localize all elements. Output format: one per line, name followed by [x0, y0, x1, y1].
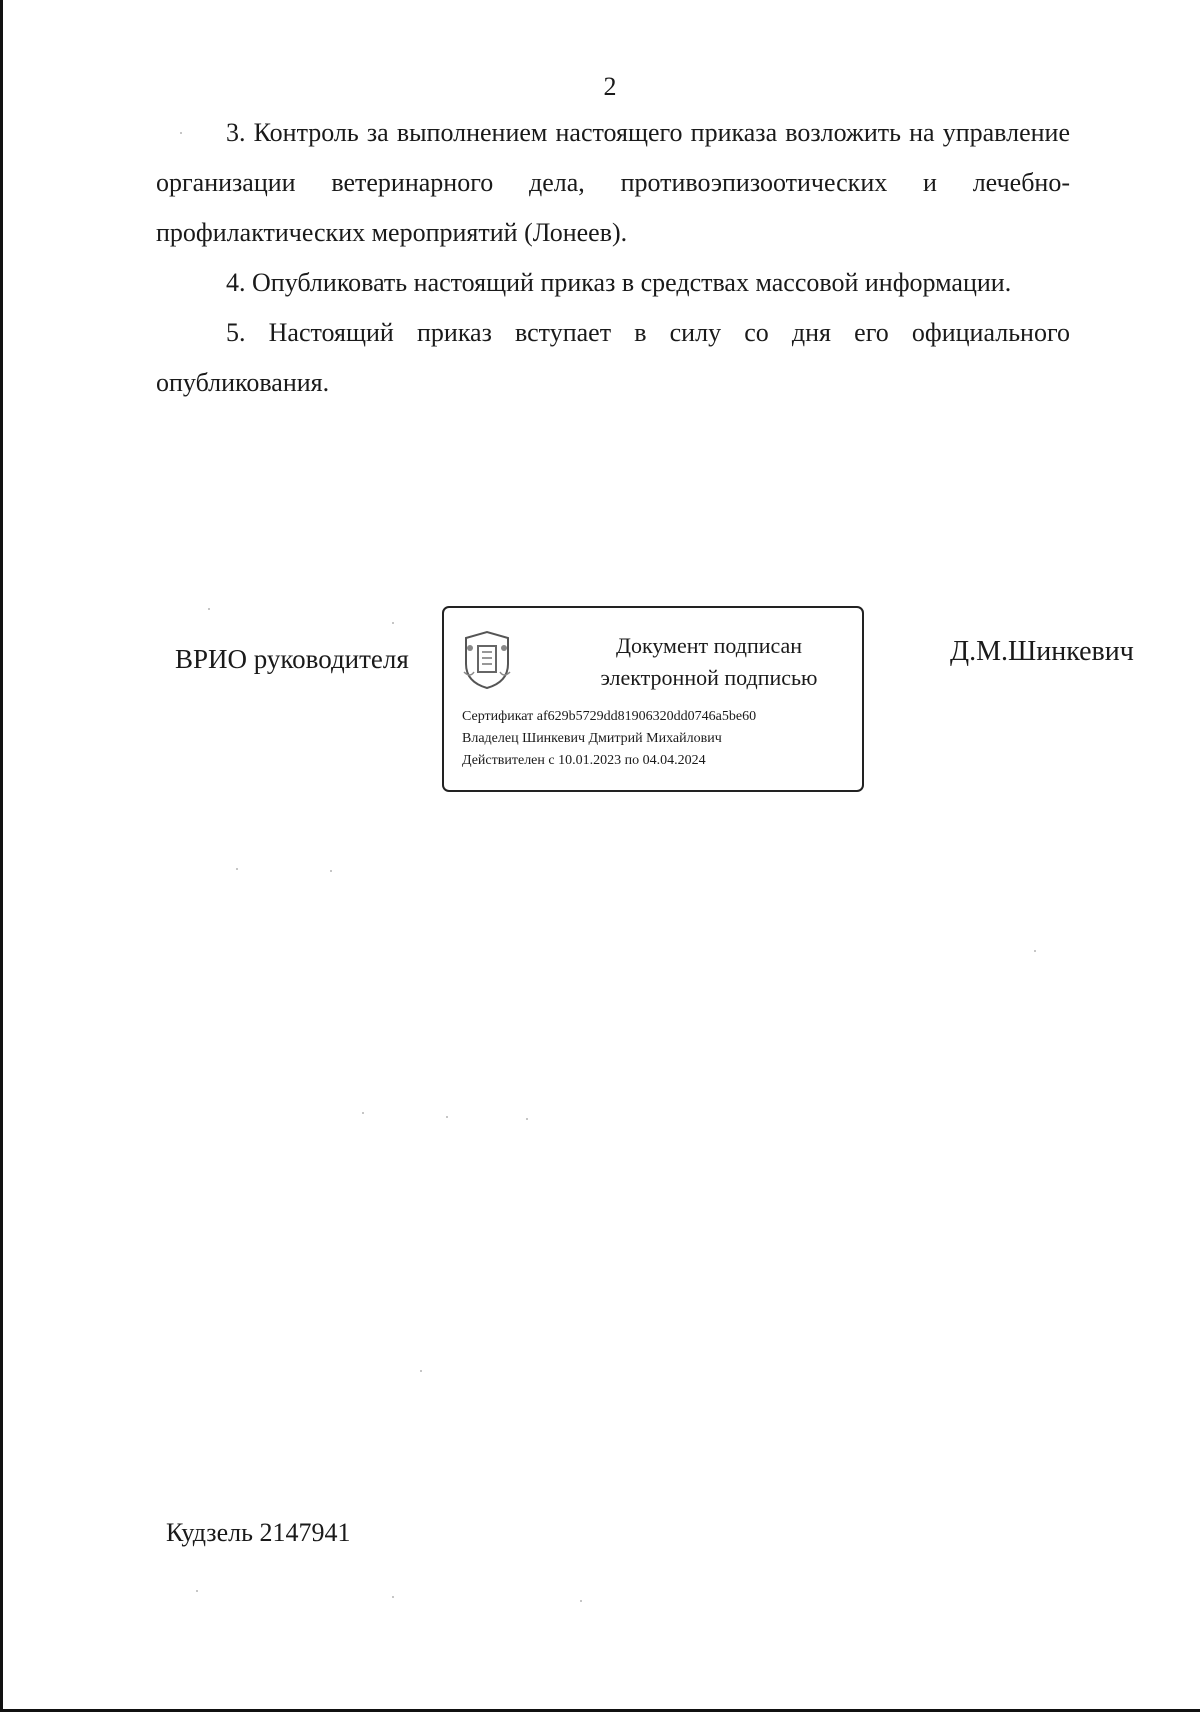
- scan-speck: [526, 1118, 528, 1120]
- scan-speck: [362, 1112, 364, 1114]
- stamp-title-line2: электронной подписью: [600, 665, 818, 690]
- scan-speck: [392, 622, 394, 624]
- scan-speck: [236, 868, 238, 870]
- paragraph-5: 5. Настоящий приказ вступает в силу со дня его официального опубликования.: [156, 318, 1070, 397]
- signer-name: Д.М.Шинкевич: [950, 636, 1134, 667]
- electronic-signature-stamp: [442, 606, 864, 792]
- page-number: 2: [603, 72, 617, 101]
- signature-block: [0, 604, 1200, 800]
- stamp-title: [564, 630, 854, 694]
- scan-speck: [420, 1370, 422, 1372]
- stamp-owner: Владелец Шинкевич Дмитрий Михайлович: [462, 731, 722, 746]
- coat-of-arms-icon: [460, 628, 514, 692]
- scan-speck: [180, 132, 182, 134]
- scan-speck: [392, 1596, 394, 1598]
- executor-contact: Кудзель 2147941: [166, 1518, 351, 1547]
- paragraph-3: 3. Контроль за выполнением настоящего приказа возложить на управление организации ветеринарного дела, противоэпизоотических и лечебно-профилактических мероприятий (Лонеев).: [156, 118, 1070, 247]
- document-body: [156, 108, 1070, 408]
- scan-speck: [580, 1600, 582, 1602]
- stamp-details: [462, 706, 756, 772]
- scan-speck: [330, 870, 332, 872]
- scan-speck: [208, 608, 210, 610]
- stamp-validity: Действителен с 10.01.2023 по 04.04.2024: [462, 753, 706, 768]
- signer-position: ВРИО руководителя: [175, 644, 409, 674]
- stamp-certificate: Сертификат af629b5729dd81906320dd0746a5be60: [462, 709, 757, 724]
- scan-edge-left: [0, 0, 3, 1712]
- scan-speck: [1034, 950, 1036, 952]
- scan-speck: [446, 1116, 448, 1118]
- stamp-title-line1: Документ подписан: [615, 633, 803, 658]
- scan-speck: [196, 1590, 198, 1592]
- paragraph-4: 4. Опубликовать настоящий приказ в средствах массовой информации.: [226, 268, 1012, 297]
